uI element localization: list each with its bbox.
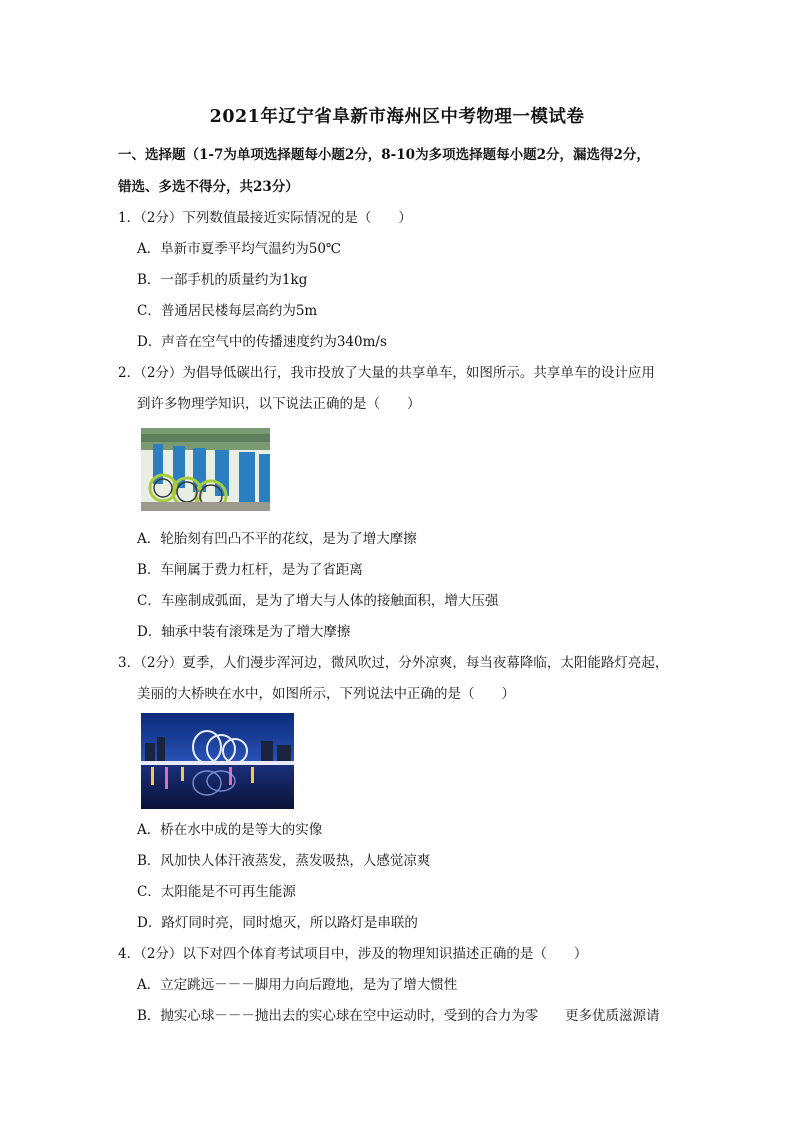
- question-2-option-c: C．车座制成弧面，是为了增大与人体的接触面积，增大压强: [137, 593, 499, 609]
- question-4-stem: 4．（2分）以下对四个体育考试项目中，涉及的物理知识描述正确的是（ ）: [118, 946, 588, 962]
- question-4-option-b: B．抛实心球－－－抛出去的实心球在空中运动时，受到的合力为零: [137, 1008, 539, 1024]
- question-2-stem-cont: 到许多物理学知识，以下说法正确的是（ ）: [137, 396, 421, 412]
- question-1-option-a: A．阜新市夏季平均气温约为50℃: [137, 241, 342, 257]
- question-3-option-b: B．风加快人体汗液蒸发，蒸发吸热，人感觉凉爽: [137, 853, 431, 869]
- question-2-option-b: B．车闸属于费力杠杆，是为了省距离: [137, 562, 363, 578]
- section-header: 一、选择题（1-7为单项选择题每小题2分，8-10为多项选择题每小题2分，漏选得2分，: [118, 147, 650, 163]
- question-3-option-d: D．路灯同时亮，同时熄灭，所以路灯是串联的: [137, 915, 418, 931]
- question-3-option-c: C．太阳能是不可再生能源: [137, 884, 296, 900]
- question-3-option-a: A．桥在水中成的是等大的实像: [137, 822, 323, 838]
- question-3-stem-cont: 美丽的大桥映在水中，如图所示，下列说法中正确的是（ ）: [137, 686, 515, 702]
- section-header-cont: 错选、多选不得分，共23分）: [118, 179, 299, 195]
- page-title: 2021年辽宁省阜新市海州区中考物理一模试卷: [209, 107, 585, 127]
- question-1-stem: 1．（2分）下列数值最接近实际情况的是（ ）: [118, 210, 412, 226]
- question-4-option-a: A．立定跳远－－－脚用力向后蹬地，是为了增大惯性: [137, 977, 458, 993]
- question-2-option-d: D．轴承中装有滚珠是为了增大摩擦: [137, 624, 351, 640]
- question-2-option-a: A．轮胎刻有凹凸不平的花纹，是为了增大摩擦: [137, 531, 417, 547]
- watermark-text: 更多优质滋源请: [565, 1008, 660, 1024]
- question-1-option-b: B．一部手机的质量约为1kg: [137, 272, 308, 288]
- question-2-stem: 2．（2分）为倡导低碳出行，我市投放了大量的共享单车，如图所示。共享单车的设计应用: [118, 365, 655, 381]
- shared-bikes-image: [141, 428, 270, 511]
- question-3-stem: 3．（2分）夏季，人们漫步浑河边，微风吹过，分外凉爽，每当夜幕降临，太阳能路灯亮起，: [118, 655, 669, 671]
- question-1-option-d: D．声音在空气中的传播速度约为340m/s: [137, 334, 387, 350]
- question-1-option-c: C．普通居民楼每层高约为5m: [137, 303, 318, 319]
- bridge-night-image: [141, 713, 294, 809]
